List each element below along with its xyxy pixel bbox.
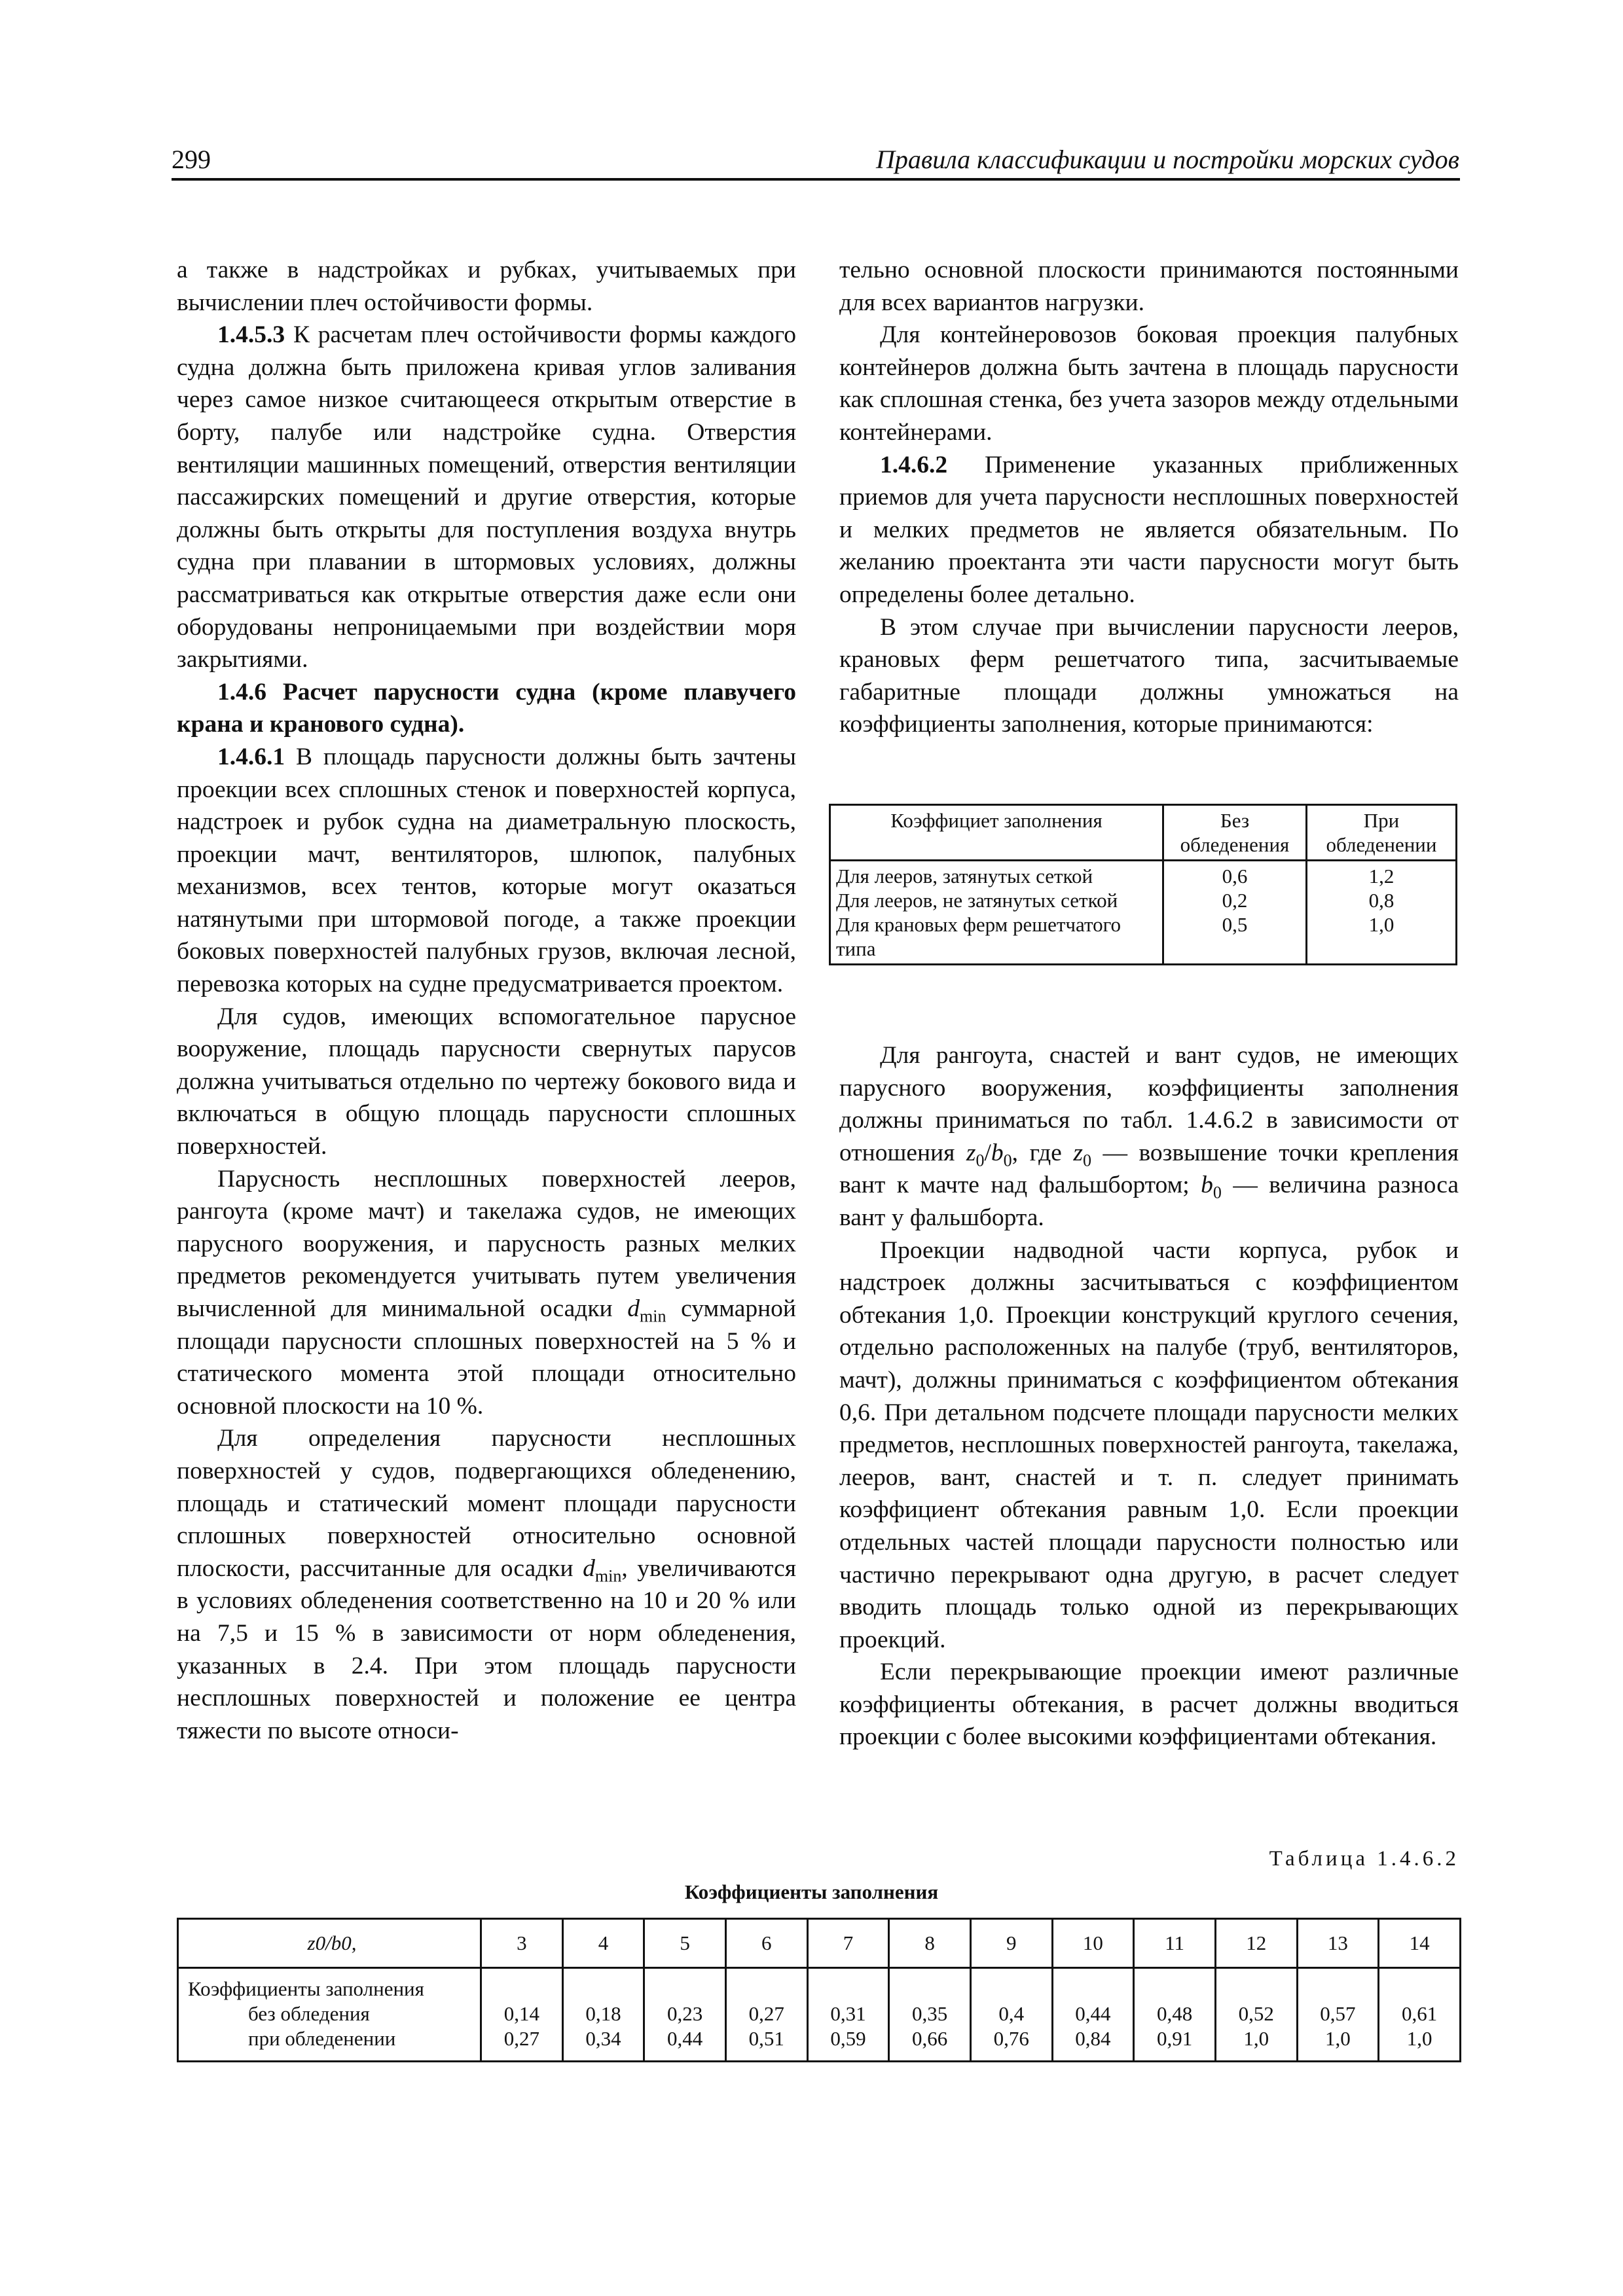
right-column-bottom bbox=[839, 1039, 1459, 1753]
value-no-ice: 0,61 bbox=[1401, 2002, 1438, 2025]
table-cell bbox=[1163, 861, 1307, 965]
value-ice: 0,91 bbox=[1156, 2027, 1193, 2050]
paragraph-text: Для рангоута, снастей и вант судов, не имеющих парусного вооружения, коэффициенты заполнения должны приниматься по табл. 1.4.6.2 в зависимости от отношения bbox=[839, 1042, 1459, 1166]
header-rule bbox=[172, 178, 1460, 181]
value-ice: 0,44 bbox=[667, 2027, 703, 2050]
paragraph-text: Применение указанных приближенных приемов для учета парусности несплошных поверхностей и мелких предметов не является обязательным. По желанию проектанта эти части парусности могут быть определены более детально. bbox=[839, 451, 1459, 608]
value-no-ice: 0,52 bbox=[1238, 2002, 1274, 2025]
column-header: 12 bbox=[1215, 1919, 1297, 1968]
right-paragraph-fill: В этом случае при вычислении парусности леeров, крановых ферм решетчатого типа, засчитываемые габаритные площади должны умножаться на коэффициенты заполнения, которые принимаются: bbox=[839, 613, 1459, 738]
table-row bbox=[830, 861, 1457, 965]
table-row bbox=[178, 1968, 1461, 2062]
table-header-cell: При обледенении bbox=[1307, 805, 1457, 861]
value-no-ice: 0,35 bbox=[911, 2002, 948, 2025]
cell-value: 1,0 bbox=[1368, 913, 1395, 936]
section-heading-146: 1.4.6 Расчет парусности судна (кроме плавучего крана и кранового судна). bbox=[177, 678, 796, 738]
row-sublabel-no-ice: без обледения bbox=[248, 2002, 370, 2025]
symbol-d: d bbox=[627, 1295, 640, 1322]
cell-value: 0,8 bbox=[1368, 889, 1395, 912]
table-cell bbox=[1297, 1968, 1379, 2062]
table-cell bbox=[1134, 1968, 1216, 2062]
cell-value: 0,5 bbox=[1222, 913, 1248, 936]
symbol-sub: 0 bbox=[1213, 1183, 1222, 1202]
table-cell bbox=[562, 1968, 644, 2062]
column-header: 4 bbox=[562, 1919, 644, 1968]
value-no-ice: 0,14 bbox=[503, 2002, 539, 2025]
column-header: 7 bbox=[807, 1919, 889, 1968]
table-cell bbox=[807, 1968, 889, 2062]
left-paragraph-1461 bbox=[177, 741, 796, 1001]
table-caption: Таблица 1.4.6.2 bbox=[1269, 1847, 1459, 1871]
left-paragraph-1: а также в надстройках и рубках, учитываемых при вычислении плеч остойчивости формы. bbox=[177, 257, 796, 316]
symbol-b: b bbox=[991, 1139, 1004, 1166]
value-ice: 0,59 bbox=[830, 2027, 866, 2050]
symbol-sub: 0 bbox=[976, 1151, 985, 1170]
table-cell bbox=[644, 1968, 726, 2062]
left-paragraph-sails: Для судов, имеющих вспомогательное парусное вооружение, площадь парусности свернутых парусов должна учитываться отдельно по чертежу бокового вида и включаться в общую площадь парусности сплошных поверхностей. bbox=[177, 1003, 796, 1160]
fill-coefficient-table bbox=[829, 804, 1457, 965]
row-label: Для леeров, затянутых сеткой bbox=[836, 865, 1093, 888]
value-no-ice: 0,48 bbox=[1156, 2002, 1193, 2025]
symbol-z: z bbox=[966, 1139, 976, 1166]
value-ice: 0,66 bbox=[911, 2027, 948, 2050]
table-cell bbox=[481, 1968, 563, 2062]
column-header: 5 bbox=[644, 1919, 726, 1968]
paragraph-text: — величина разноса вант у фальшборта. bbox=[839, 1172, 1459, 1231]
value-no-ice: 0,23 bbox=[667, 2002, 703, 2025]
table-header-row bbox=[178, 1919, 1461, 1968]
value-ice: 0,84 bbox=[1075, 2027, 1111, 2050]
right-paragraph-1462 bbox=[839, 449, 1459, 611]
right-paragraph-rigging bbox=[839, 1039, 1459, 1234]
paragraph-text: , где bbox=[1012, 1139, 1074, 1166]
paragraph-text: Для определения парусности несплошных поверхностей у судов, подвергающихся обледенению, площадь и статический момент площади парусности сплошных поверхностей относительно основной плоскости, рассчитанные для осадки bbox=[177, 1425, 796, 1582]
table-header-cell: Коэффициет заполнения bbox=[830, 805, 1163, 861]
value-ice: 0,51 bbox=[748, 2027, 784, 2050]
table-cell bbox=[1215, 1968, 1297, 2062]
column-header: 9 bbox=[970, 1919, 1052, 1968]
left-paragraph-rigging bbox=[177, 1163, 796, 1423]
symbol-sub: min bbox=[640, 1306, 666, 1326]
value-no-ice: 0,27 bbox=[748, 2002, 784, 2025]
column-header: 10 bbox=[1052, 1919, 1134, 1968]
value-ice: 1,0 bbox=[1243, 2027, 1269, 2050]
symbol-d: d bbox=[583, 1554, 595, 1582]
right-paragraph-1: тельно основной плоскости принимаются постоянными для всех вариантов нагрузки. bbox=[839, 257, 1459, 316]
value-no-ice: 0,18 bbox=[585, 2002, 621, 2025]
left-column bbox=[177, 254, 796, 1747]
section-number: 1.4.5.3 bbox=[217, 321, 285, 349]
left-paragraph-1453 bbox=[177, 319, 796, 676]
table-title: Коэффициенты заполнения bbox=[684, 1880, 939, 1903]
paragraph-text: суммарной площади парусности сплошных поверхностей на 5 % и статического момента этой площади относительно основной плоскости на 10 %. bbox=[177, 1295, 796, 1420]
ratio-header: z0/b0, bbox=[178, 1919, 481, 1968]
paragraph-text: Парусность несплошных поверхностей лееров, рангоута (кроме мачт) и такелажа судов, не имеющих парусного вооружения, и парусность разных мелких предметов рекомендуется учитывать путем увеличения вычисленной для минимальной осадки bbox=[177, 1165, 796, 1322]
column-header: 3 bbox=[481, 1919, 563, 1968]
symbol-sub: 0 bbox=[1003, 1151, 1012, 1170]
row-label: Коэффициенты заполнения bbox=[188, 1977, 424, 2000]
right-paragraph-overlap: Если перекрывающие проекции имеют различные коэффициенты обтекания, в расчет должны вводиться проекции с более высокими коэффициентами обтекания. bbox=[839, 1659, 1459, 1751]
row-label-cell bbox=[178, 1968, 481, 2062]
fill-coefficients-table bbox=[177, 1918, 1461, 2062]
table-cell bbox=[1307, 861, 1457, 965]
section-number: 1.4.6.2 bbox=[880, 451, 948, 478]
value-no-ice: 0,44 bbox=[1075, 2002, 1111, 2025]
value-no-ice: 0,31 bbox=[830, 2002, 866, 2025]
table-cell bbox=[725, 1968, 807, 2062]
table-cell bbox=[830, 861, 1163, 965]
cell-value: 1,2 bbox=[1368, 865, 1395, 888]
left-paragraph-icing bbox=[177, 1422, 796, 1747]
row-label: Для леeров, не затянутых сеткой bbox=[836, 889, 1118, 912]
column-header: 11 bbox=[1134, 1919, 1216, 1968]
table-header-cell: Без обледенения bbox=[1163, 805, 1307, 861]
value-no-ice: 0,4 bbox=[998, 2002, 1025, 2025]
row-label: Для крановых ферм решетчатого типа bbox=[836, 913, 1122, 960]
right-paragraph-hull: Проекции надводной части корпуса, рубок и надстроек должны засчитываться с коэффициентом обтекания 1,0. Проекции конструкций круглого сечения, отдельно расположенных на палубе (труб, вентиляторов, мачт), должны приниматься с коэффициентом обтекания 0,6. При детальном подсчете площади парусности мелких предметов, несплошных поверхностей рангоута, такелажа, леeров, вант, снастей и т. п. следует принимать коэффициент обтекания равным 1,0. Если проекции отдельных частей площади парусности полностью или частично перекрывают одна другую, в расчет следует вводить площадь только одной из перекрывающих проекций. bbox=[839, 1236, 1459, 1653]
paragraph-text: К расчетам плеч остойчивости формы каждого судна должна быть приложена кривая углов заливания через самое низкое считающееся открытым отверстие в борту, палубе или надстройке судна. Отверстия вентиляции машинных помещений, отверстия вентиляции пассажирских помещений и другие отверстия, которые должны быть открыты для поступления воздуха внутрь судна при плавании в штормовых условиях, должны рассматриваться как открытые отверстия даже если они оборудованы непроницаемыми при воздействии моря закрытиями. bbox=[177, 321, 796, 673]
table-cell bbox=[970, 1968, 1052, 2062]
cell-value: 0,2 bbox=[1222, 889, 1248, 912]
page-number: 299 bbox=[172, 145, 211, 174]
row-sublabel-ice: при обледенении bbox=[248, 2027, 396, 2050]
symbol-sub: 0 bbox=[1082, 1151, 1091, 1170]
table-header-row bbox=[830, 805, 1457, 861]
table-cell bbox=[889, 1968, 971, 2062]
paragraph-text: В площадь парусности должны быть зачтены проекции всех сплошных стенок и поверхностей корпуса, надстроек и рубок судна на диаметральную плоскость, проекции мачт, вентиляторов, шлюпок, палубных механизмов, всех тентов, которые могут оказаться натянутыми при штормовой погоде, а также проекции боковых поверхностей палубных грузов, включая лесной, перевозка которых на судне предусматривается проектом. bbox=[177, 743, 796, 998]
section-number: 1.4.6.1 bbox=[217, 743, 285, 770]
running-title: Правила классификации и постройки морских судов bbox=[875, 145, 1459, 174]
table-cell bbox=[1052, 1968, 1134, 2062]
value-ice: 0,27 bbox=[503, 2027, 539, 2050]
value-ice: 0,76 bbox=[993, 2027, 1029, 2050]
value-no-ice: 0,57 bbox=[1320, 2002, 1356, 2025]
column-header: 8 bbox=[889, 1919, 971, 1968]
table-cell bbox=[1379, 1968, 1461, 2062]
paragraph-text: — возвышение точки крепления вант к мачте над фальшбортом; bbox=[839, 1139, 1459, 1199]
symbol-slash: / bbox=[984, 1139, 991, 1166]
right-column-top bbox=[839, 254, 1459, 741]
column-header: 13 bbox=[1297, 1919, 1379, 1968]
value-ice: 1,0 bbox=[1325, 2027, 1351, 2050]
symbol-b: b bbox=[1201, 1172, 1213, 1199]
column-header: 6 bbox=[725, 1919, 807, 1968]
paragraph-text: , увеличиваются в условиях обледенения соответственно на 10 и 20 % или на 7,5 и 15 % в зависимости от норм обледенения, указанных в 2.4. При этом площадь парусности несплошных поверхностей и положение ее центра тяжести по высоте относи- bbox=[177, 1554, 797, 1744]
column-header: 14 bbox=[1379, 1919, 1461, 1968]
right-paragraph-containers: Для контейнеровозов боковая проекция палубных контейнеров должна быть зачтена в площадь парусности как сплошная стенка, без учета зазоров между отдельными контейнерами. bbox=[839, 321, 1459, 446]
cell-value: 0,6 bbox=[1222, 865, 1248, 888]
symbol-sub: min bbox=[594, 1566, 622, 1586]
value-ice: 0,34 bbox=[585, 2027, 621, 2050]
symbol-z: z bbox=[1073, 1139, 1083, 1166]
value-ice: 1,0 bbox=[1406, 2027, 1432, 2050]
